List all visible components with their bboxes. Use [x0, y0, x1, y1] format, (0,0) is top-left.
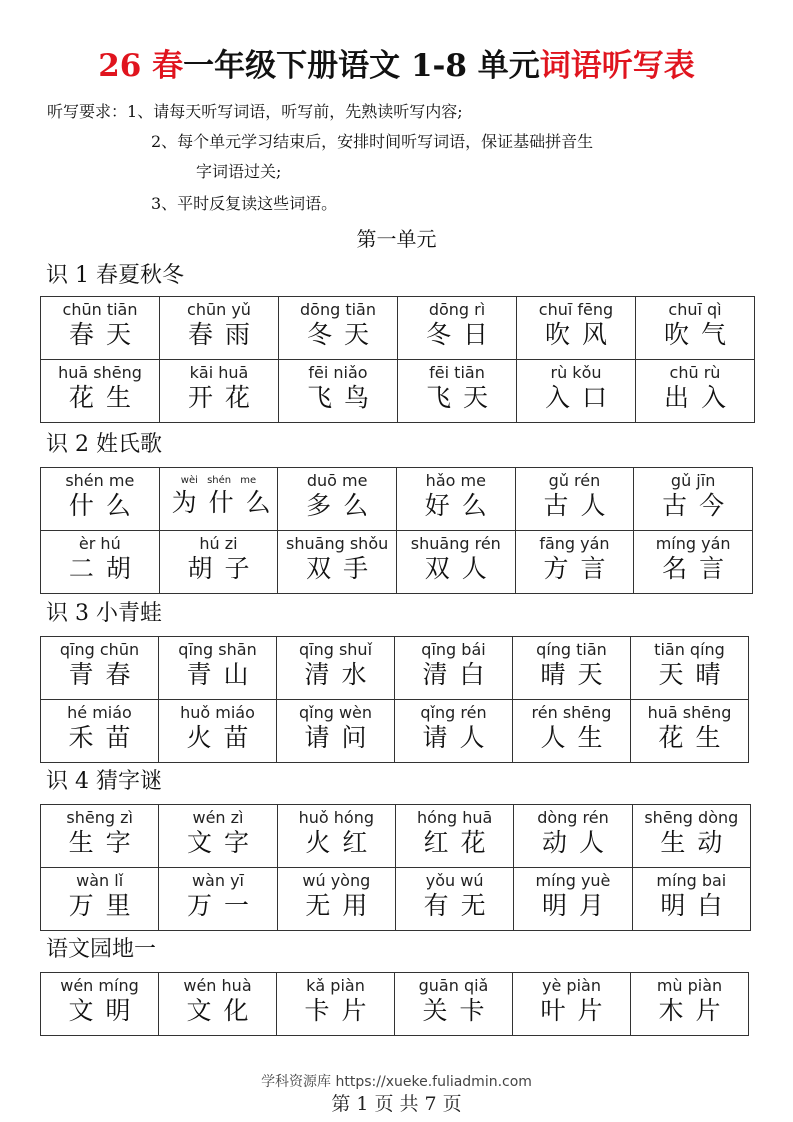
pinyin: qǐng rén [420, 703, 487, 722]
pinyin: fēi niǎo [308, 363, 368, 382]
pinyin: tiān qíng [654, 640, 725, 659]
pinyin: mù piàn [656, 976, 723, 995]
pinyin: rù kǒu [550, 363, 602, 382]
pinyin: èr hú [78, 534, 121, 553]
pinyin: qīng shān [178, 640, 257, 659]
pinyin: huā shēng [58, 363, 142, 382]
word-cell [636, 297, 755, 360]
hanzi-word: 飞天 [425, 383, 500, 412]
hanzi-word: 文明 [68, 996, 143, 1025]
requirement-item-2: 2、每个单元学习结束后，安排时间听写词语，保证基础拼音生 [151, 132, 594, 151]
hanzi-word: 卡片 [304, 996, 379, 1025]
word-cell [41, 531, 160, 594]
pinyin: qīng bái [421, 640, 486, 659]
pinyin: míng yán [655, 534, 731, 553]
word-cell [396, 531, 515, 594]
word-cell [632, 868, 750, 931]
pinyin: chuī qì [668, 300, 722, 319]
pinyin: dōng tiān [300, 300, 376, 319]
hanzi-word: 什么 [68, 491, 143, 520]
pinyin: chūn yǔ [187, 300, 251, 319]
word-cell [278, 531, 397, 594]
hanzi-word: 胡子 [187, 554, 262, 583]
hanzi-word: 飞鸟 [306, 383, 381, 412]
pinyin: wàn yī [191, 871, 244, 890]
pinyin: huǒ hóng [298, 808, 375, 827]
hanzi-word: 火红 [305, 828, 380, 857]
hanzi-word: 禾苗 [68, 723, 143, 752]
lesson-title: 识 2 姓氏歌 [46, 432, 162, 457]
hanzi-word: 叶片 [540, 996, 615, 1025]
pinyin: shén me [65, 471, 135, 490]
hanzi-word: 吹风 [544, 320, 619, 349]
word-cell [396, 468, 515, 531]
word-cell [395, 805, 513, 868]
hanzi-word: 二胡 [68, 554, 143, 583]
hanzi-word: 春天 [68, 320, 143, 349]
requirement-item-1: 1、请每天听写词语，听写前，先熟读听写内容; [127, 102, 463, 121]
title-grade: 一年级下册语文 1-8 单元 [183, 48, 540, 84]
word-cell [41, 973, 159, 1036]
word-cell [513, 637, 631, 700]
hanzi-word: 双人 [424, 554, 499, 583]
word-cell [41, 360, 160, 423]
pinyin: yǒu wú [425, 871, 484, 890]
pinyin: gǔ rén [548, 471, 601, 490]
word-cell [632, 805, 750, 868]
word-cell [160, 360, 279, 423]
hanzi-word: 晴天 [540, 660, 615, 689]
pinyin: qīng chūn [59, 640, 140, 659]
word-cell [634, 468, 753, 531]
lesson-title: 语文园地一 [46, 937, 157, 962]
pinyin: wén huà [183, 976, 252, 995]
word-row [41, 973, 749, 1036]
word-cell [514, 868, 632, 931]
word-cell [395, 868, 513, 931]
word-cell [41, 868, 159, 931]
word-row [41, 700, 749, 763]
pinyin: wén zì [192, 808, 244, 827]
title-year: 26 春 [98, 48, 184, 84]
pinyin: fāng yán [539, 534, 610, 553]
pinyin: chuī fēng [538, 300, 614, 319]
hanzi-word: 古今 [662, 491, 737, 520]
hanzi-word: 多么 [306, 491, 381, 520]
word-cell [631, 700, 749, 763]
word-row [41, 360, 755, 423]
word-cell [41, 468, 160, 531]
word-cell [159, 805, 277, 868]
pinyin: dōng rì [428, 300, 486, 319]
lesson-title: 识 1 春夏秋冬 [46, 263, 184, 288]
hanzi-word: 冬日 [425, 320, 500, 349]
pinyin: kāi huā [189, 363, 249, 382]
requirements-line-1 [47, 102, 463, 122]
pinyin: qǐng wèn [298, 703, 373, 722]
word-cell [41, 805, 159, 868]
pinyin: huā shēng [647, 703, 732, 722]
word-table [40, 636, 749, 763]
word-cell [159, 868, 277, 931]
word-cell [513, 700, 631, 763]
word-cell [515, 531, 634, 594]
word-cell [634, 531, 753, 594]
word-cell [277, 973, 395, 1036]
pinyin: kǎ piàn [306, 976, 365, 995]
hanzi-word: 花生 [658, 723, 733, 752]
word-row [41, 868, 751, 931]
word-row [41, 531, 753, 594]
word-row [41, 468, 753, 531]
hanzi-word: 木片 [658, 996, 733, 1025]
hanzi-word: 生动 [660, 828, 735, 857]
pinyin: shēng zì [66, 808, 133, 827]
hanzi-word: 入口 [544, 383, 619, 412]
hanzi-word: 有无 [423, 891, 498, 920]
hanzi-word: 万一 [186, 891, 261, 920]
pinyin: dòng rén [537, 808, 609, 827]
hanzi-word: 开花 [187, 383, 262, 412]
word-cell [398, 297, 517, 360]
word-table [40, 467, 753, 594]
page-title [0, 46, 793, 86]
word-table [40, 296, 755, 423]
hanzi-word: 万里 [68, 891, 143, 920]
hanzi-word: 青春 [68, 660, 143, 689]
hanzi-word: 关卡 [422, 996, 497, 1025]
word-row [41, 805, 751, 868]
hanzi-word: 清白 [422, 660, 497, 689]
pinyin: wèi shén me [180, 475, 257, 486]
word-cell [277, 868, 395, 931]
word-cell [159, 637, 277, 700]
pinyin: huǒ miáo [180, 703, 255, 722]
word-cell [279, 360, 398, 423]
word-cell [41, 297, 160, 360]
word-cell [513, 973, 631, 1036]
hanzi-word: 明月 [541, 891, 616, 920]
pinyin: hóng huā [416, 808, 493, 827]
footer-site: 学科资源库 https://xueke.fuliadmin.com [261, 1074, 532, 1090]
pinyin: míng yuè [535, 871, 611, 890]
word-cell [277, 637, 395, 700]
hanzi-word: 天晴 [658, 660, 733, 689]
hanzi-word: 名言 [662, 554, 737, 583]
pinyin: duō me [306, 471, 368, 490]
pinyin: wú yòng [302, 871, 371, 890]
requirements-label: 听写要求： [47, 102, 128, 121]
hanzi-word: 明白 [660, 891, 735, 920]
word-cell [159, 531, 278, 594]
word-cell [514, 805, 632, 868]
word-cell [277, 805, 395, 868]
unit-title: 第一单元 [356, 227, 437, 251]
requirement-item-2-cont: 字词语过关; [196, 162, 282, 181]
hanzi-word: 为什么 [171, 488, 283, 517]
pinyin: hé miáo [67, 703, 132, 722]
pinyin: míng bai [656, 871, 727, 890]
word-cell [515, 468, 634, 531]
pinyin: wàn lǐ [76, 871, 124, 890]
word-cell [277, 700, 395, 763]
pinyin: chūn tiān [62, 300, 138, 319]
word-cell [395, 700, 513, 763]
word-table [40, 972, 749, 1036]
word-cell [278, 468, 397, 531]
word-cell [395, 973, 513, 1036]
word-cell [517, 360, 636, 423]
hanzi-word: 花生 [68, 383, 143, 412]
pinyin: shuāng shǒu [286, 534, 389, 553]
lesson-title: 识 4 猜字谜 [46, 769, 162, 794]
word-row [41, 297, 755, 360]
hanzi-word: 方言 [543, 554, 618, 583]
requirement-item-3: 3、平时反复读这些词语。 [151, 194, 338, 213]
word-cell [159, 973, 277, 1036]
word-cell [631, 637, 749, 700]
hanzi-word: 文字 [186, 828, 261, 857]
word-cell [41, 700, 159, 763]
hanzi-word: 无用 [305, 891, 380, 920]
hanzi-word: 出入 [663, 383, 738, 412]
hanzi-word: 请问 [304, 723, 379, 752]
hanzi-word: 双手 [306, 554, 381, 583]
hanzi-word: 古人 [543, 491, 618, 520]
word-cell [159, 700, 277, 763]
word-row [41, 637, 749, 700]
hanzi-word: 冬天 [306, 320, 381, 349]
hanzi-word: 吹气 [663, 320, 738, 349]
hanzi-word: 请人 [422, 723, 497, 752]
pinyin: guān qiǎ [418, 976, 489, 995]
hanzi-word: 人生 [540, 723, 615, 752]
hanzi-word: 春雨 [187, 320, 262, 349]
hanzi-word: 生字 [68, 828, 143, 857]
lesson-title: 识 3 小青蛙 [46, 601, 162, 626]
hanzi-word: 文化 [186, 996, 261, 1025]
pinyin: wén míng [60, 976, 139, 995]
word-table [40, 804, 751, 931]
hanzi-word: 火苗 [186, 723, 261, 752]
title-table-name: 词语听写表 [539, 48, 695, 84]
hanzi-word: 清水 [304, 660, 379, 689]
word-cell [398, 360, 517, 423]
word-cell [41, 637, 159, 700]
pinyin: qīng shuǐ [298, 640, 373, 659]
pinyin: shēng dòng [644, 808, 739, 827]
pinyin: rén shēng [531, 703, 612, 722]
word-cell [395, 637, 513, 700]
pinyin: shuāng rén [410, 534, 501, 553]
hanzi-word: 青山 [186, 660, 261, 689]
hanzi-word: 动人 [541, 828, 616, 857]
pinyin: gǔ jīn [670, 471, 716, 490]
hanzi-word: 红花 [423, 828, 498, 857]
hanzi-word: 好么 [424, 491, 499, 520]
pinyin: yè piàn [542, 976, 601, 995]
word-cell [636, 360, 755, 423]
pinyin: fēi tiān [429, 363, 485, 382]
pinyin: chū rù [669, 363, 721, 382]
word-cell [631, 973, 749, 1036]
word-cell [279, 297, 398, 360]
footer-page-number: 第 1 页 共 7 页 [331, 1093, 462, 1115]
pinyin: hú zi [199, 534, 238, 553]
word-cell [517, 297, 636, 360]
pinyin: hǎo me [425, 471, 486, 490]
word-cell [159, 468, 283, 531]
pinyin: qíng tiān [536, 640, 607, 659]
word-cell [160, 297, 279, 360]
